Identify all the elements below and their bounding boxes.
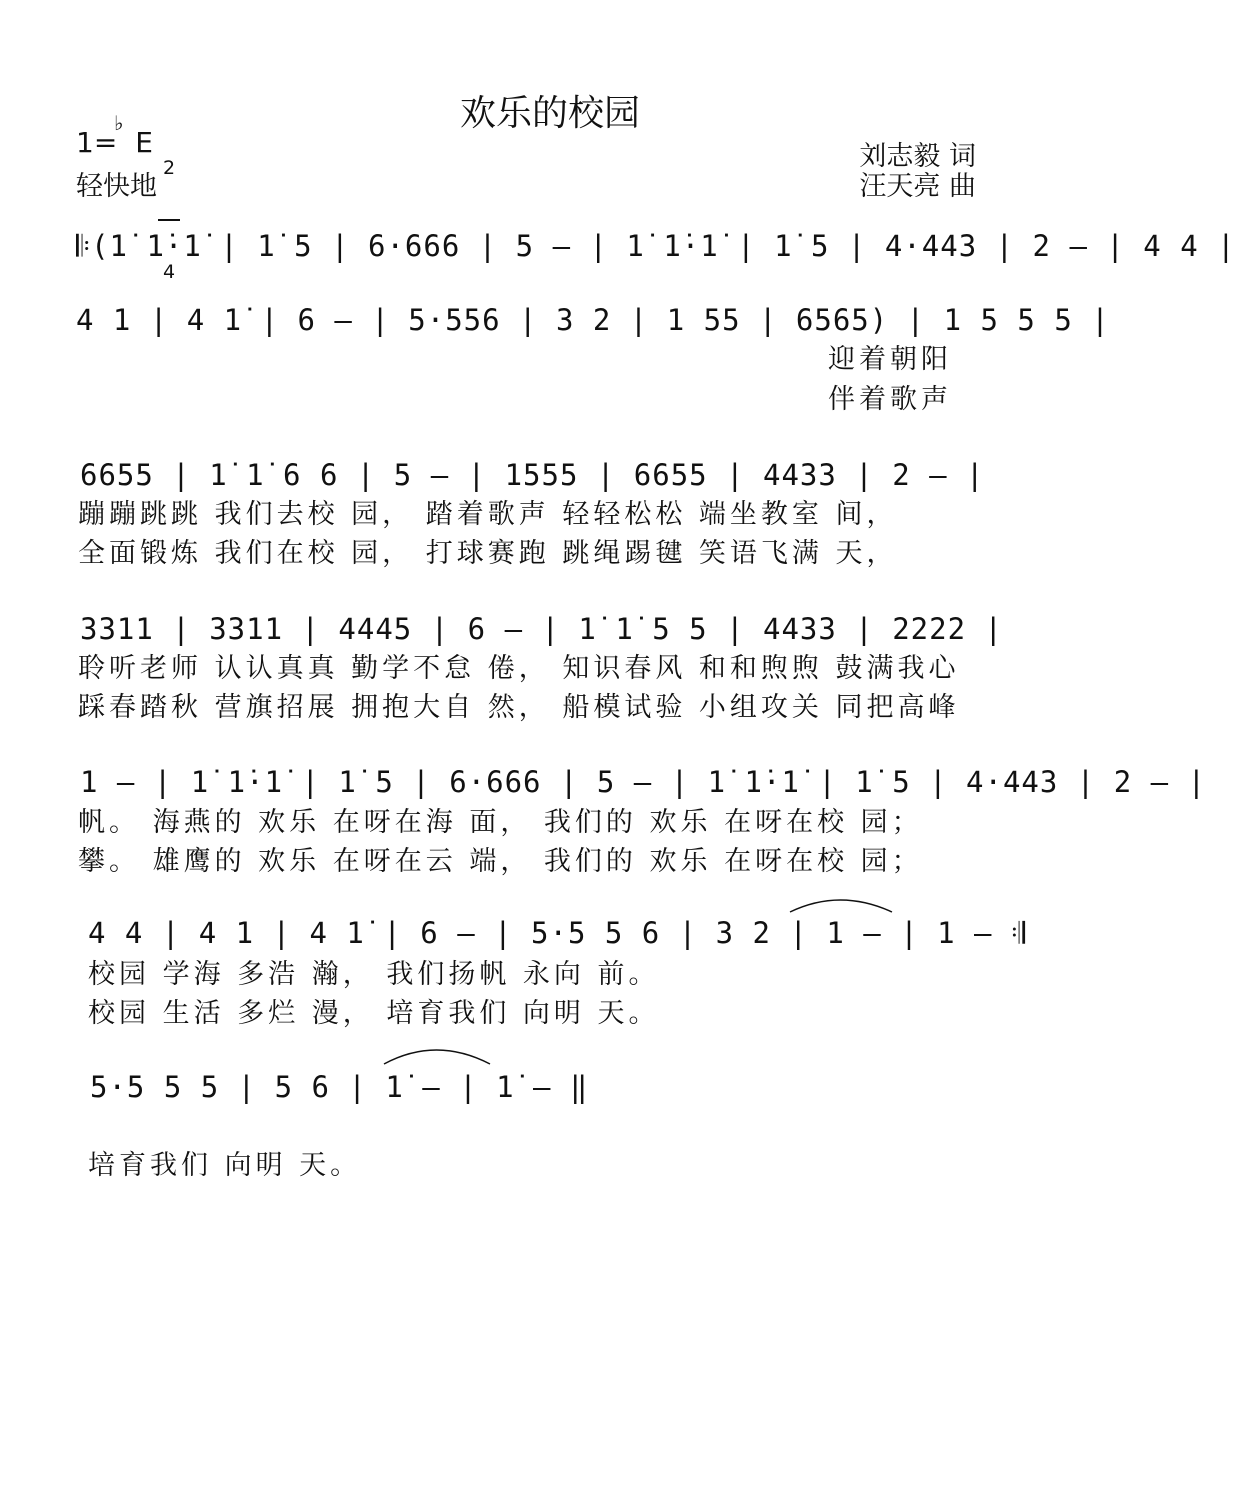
tempo-marking: 轻快地 bbox=[76, 171, 157, 202]
composer-credit: 汪天亮 曲 bbox=[859, 171, 976, 202]
flat-sign: ♭ bbox=[114, 111, 124, 135]
score-line-4-lyric-2: 踩春踏秋 营旗招展 拥抱大自 然， 船模试验 小组攻关 同把高峰 bbox=[78, 692, 960, 723]
page-title: 欢乐的校园 bbox=[459, 93, 640, 134]
score-line-5-notes: 1 – | 1̇ 1̇·1̇ | 1̇ 5 | 6·666 | 5 – | 1̇ 1̇·1̇ | 1̇ 5 | 4·443 | 2 – | bbox=[80, 765, 1207, 799]
time-signature-top: 2 bbox=[162, 157, 176, 179]
score-line-2-notes: 4 1 | 4 1̇ | 6 – | 5·556 | 3 2 | 1 55 | 6565) | 1 5 5 5 | bbox=[76, 303, 1110, 337]
score-line-4-notes: 3311 | 3311 | 4445 | 6 – | 1̇ 1̇ 5 5 | 4433 | 2222 | bbox=[80, 612, 1003, 646]
score-line-4-lyric-1: 聆听老师 认认真真 勤学不怠 倦， 知识春风 和和煦煦 鼓满我心 bbox=[78, 653, 960, 684]
score-line-3-lyric-2: 全面锻炼 我们在校 园， 打球赛跑 跳绳踢毽 笑语飞满 天， bbox=[78, 538, 898, 569]
tie-arc-line6 bbox=[790, 900, 892, 912]
score-line-2-lyric-2: 伴着歌声 bbox=[828, 384, 952, 415]
score-line-6-notes: 4 4 | 4 1 | 4 1̇ | 6 – | 5·5 5 6 | 3 2 | 1 – | 1 – 𝄇 bbox=[88, 916, 1027, 950]
key-prefix: 1= bbox=[76, 126, 118, 159]
score-line-2-lyric-1: 迎着朝阳 bbox=[828, 344, 952, 375]
key-letter: E bbox=[135, 126, 153, 159]
score-line-7-notes: 5·5 5 5 | 5 6 | 1̇ – | 1̇ – ‖ bbox=[90, 1070, 589, 1104]
lyricist-credit: 刘志毅 词 bbox=[859, 141, 976, 172]
score-line-6-lyric-1: 校园 学海 多浩 瀚， 我们扬帆 永向 前。 bbox=[88, 959, 660, 990]
score-line-3-notes: 6655 | 1̇ 1̇ 6 6 | 5 – | 1555 | 6655 | 4433 | 2 – | bbox=[80, 458, 985, 492]
score-line-5-lyric-1: 帆。 海燕的 欢乐 在呀在海 面， 我们的 欢乐 在呀在校 园； bbox=[78, 807, 923, 838]
score-line-6-lyric-2: 校园 生活 多烂 漫， 培育我们 向明 天。 bbox=[88, 998, 660, 1029]
score-line-7-lyric-1: 培育我们 向明 天。 bbox=[88, 1150, 362, 1181]
tie-arc-line7 bbox=[384, 1050, 490, 1064]
time-signature-bottom: 4 bbox=[162, 261, 176, 283]
score-line-5-lyric-2: 攀。 雄鹰的 欢乐 在呀在云 端， 我们的 欢乐 在呀在校 园； bbox=[78, 846, 923, 877]
score-line-1-notes: 𝄆(1̇ 1̇·1̇ | 1̇ 5 | 6·666 | 5 – | 1̇ 1̇·1̇ | 1̇ 5 | 4·443 | 2 – | 4 4 | bbox=[76, 229, 1236, 263]
score-line-3-lyric-1: 蹦蹦跳跳 我们去校 园， 踏着歌声 轻轻松松 端坐教室 间， bbox=[78, 499, 898, 530]
